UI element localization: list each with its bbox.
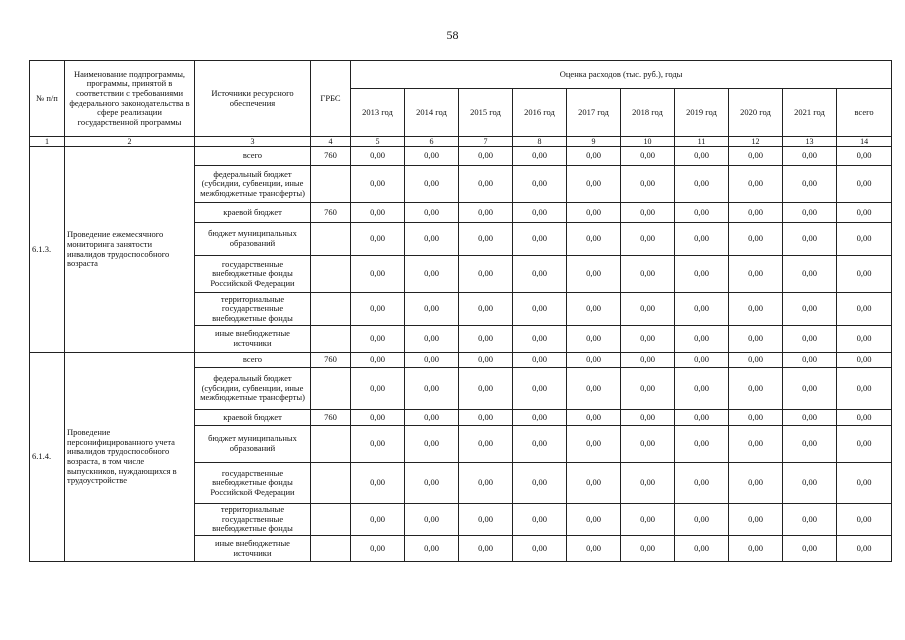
amount-cell: 0,00 xyxy=(837,256,892,293)
header-year: 2013 год xyxy=(351,89,405,137)
amount-cell: 0,00 xyxy=(783,504,837,536)
amount-cell: 0,00 xyxy=(675,410,729,426)
amount-cell: 0,00 xyxy=(567,426,621,463)
amount-cell: 0,00 xyxy=(513,223,567,256)
amount-cell: 0,00 xyxy=(729,203,783,223)
grbs-code xyxy=(311,463,351,504)
amount-cell: 0,00 xyxy=(351,504,405,536)
amount-cell: 0,00 xyxy=(621,256,675,293)
amount-cell: 0,00 xyxy=(837,223,892,256)
header-name: Наименование подпрограммы, программы, принятой в соответствии с требованиями федерального законодательства в сфере реализации государственной программы xyxy=(65,61,195,137)
amount-cell: 0,00 xyxy=(729,147,783,166)
table-row xyxy=(30,353,892,368)
amount-cell: 0,00 xyxy=(405,463,459,504)
grbs-code xyxy=(311,166,351,203)
amount-cell: 0,00 xyxy=(567,410,621,426)
amount-cell: 0,00 xyxy=(513,504,567,536)
amount-cell: 0,00 xyxy=(675,504,729,536)
header-year: 2021 год xyxy=(783,89,837,137)
amount-cell: 0,00 xyxy=(459,256,513,293)
grbs-code xyxy=(311,504,351,536)
column-index: 6 xyxy=(405,137,459,147)
amount-cell: 0,00 xyxy=(675,536,729,562)
amount-cell: 0,00 xyxy=(459,147,513,166)
funding-source: иные внебюджетные источники xyxy=(195,326,311,353)
amount-cell: 0,00 xyxy=(729,293,783,326)
funding-source: всего xyxy=(195,353,311,368)
amount-cell: 0,00 xyxy=(729,256,783,293)
amount-cell: 0,00 xyxy=(729,463,783,504)
item-code: 6.1.3. xyxy=(30,147,65,353)
header-year: 2020 год xyxy=(729,89,783,137)
amount-cell: 0,00 xyxy=(621,536,675,562)
amount-cell: 0,00 xyxy=(351,368,405,410)
amount-cell: 0,00 xyxy=(729,326,783,353)
amount-cell: 0,00 xyxy=(405,353,459,368)
amount-cell: 0,00 xyxy=(405,293,459,326)
amount-cell: 0,00 xyxy=(783,256,837,293)
amount-cell: 0,00 xyxy=(621,293,675,326)
item-name: Проведение ежемесячного мониторинга занятости инвалидов трудоспособного возраста xyxy=(65,147,195,353)
funding-source: федеральный бюджет (субсидии, субвенции, иные межбюджетные трансферты) xyxy=(195,166,311,203)
amount-cell: 0,00 xyxy=(783,203,837,223)
header-year: 2014 год xyxy=(405,89,459,137)
amount-cell: 0,00 xyxy=(351,536,405,562)
amount-cell: 0,00 xyxy=(837,203,892,223)
amount-cell: 0,00 xyxy=(675,256,729,293)
amount-cell: 0,00 xyxy=(621,504,675,536)
column-index: 8 xyxy=(513,137,567,147)
amount-cell: 0,00 xyxy=(459,203,513,223)
amount-cell: 0,00 xyxy=(405,147,459,166)
amount-cell: 0,00 xyxy=(567,353,621,368)
amount-cell: 0,00 xyxy=(351,410,405,426)
amount-cell: 0,00 xyxy=(729,368,783,410)
amount-cell: 0,00 xyxy=(837,368,892,410)
amount-cell: 0,00 xyxy=(567,326,621,353)
amount-cell: 0,00 xyxy=(351,353,405,368)
amount-cell: 0,00 xyxy=(729,223,783,256)
page-number: 58 xyxy=(446,28,459,42)
amount-cell: 0,00 xyxy=(351,203,405,223)
amount-cell: 0,00 xyxy=(351,256,405,293)
amount-cell: 0,00 xyxy=(459,463,513,504)
amount-cell: 0,00 xyxy=(837,410,892,426)
amount-cell: 0,00 xyxy=(513,353,567,368)
header-grbs: ГРБС xyxy=(311,61,351,137)
amount-cell: 0,00 xyxy=(513,256,567,293)
column-index: 7 xyxy=(459,137,513,147)
grbs-code: 760 xyxy=(311,410,351,426)
amount-cell: 0,00 xyxy=(621,166,675,203)
amount-cell: 0,00 xyxy=(459,426,513,463)
amount-cell: 0,00 xyxy=(567,368,621,410)
column-index: 14 xyxy=(837,137,892,147)
column-index: 3 xyxy=(195,137,311,147)
amount-cell: 0,00 xyxy=(729,426,783,463)
amount-cell: 0,00 xyxy=(459,166,513,203)
amount-cell: 0,00 xyxy=(513,203,567,223)
funding-source: бюджет муниципальных образований xyxy=(195,426,311,463)
header-year: 2018 год xyxy=(621,89,675,137)
funding-source: государственные внебюджетные фонды Российской Федерации xyxy=(195,256,311,293)
amount-cell: 0,00 xyxy=(513,368,567,410)
amount-cell: 0,00 xyxy=(783,536,837,562)
amount-cell: 0,00 xyxy=(567,463,621,504)
amount-cell: 0,00 xyxy=(837,426,892,463)
amount-cell: 0,00 xyxy=(729,166,783,203)
grbs-code xyxy=(311,293,351,326)
amount-cell: 0,00 xyxy=(837,504,892,536)
amount-cell: 0,00 xyxy=(459,410,513,426)
amount-cell: 0,00 xyxy=(837,353,892,368)
amount-cell: 0,00 xyxy=(405,223,459,256)
amount-cell: 0,00 xyxy=(351,326,405,353)
amount-cell: 0,00 xyxy=(783,463,837,504)
amount-cell: 0,00 xyxy=(513,410,567,426)
amount-cell: 0,00 xyxy=(405,326,459,353)
amount-cell: 0,00 xyxy=(405,166,459,203)
amount-cell: 0,00 xyxy=(459,326,513,353)
amount-cell: 0,00 xyxy=(621,410,675,426)
column-index: 12 xyxy=(729,137,783,147)
expenses-table xyxy=(29,60,892,562)
column-index: 5 xyxy=(351,137,405,147)
grbs-code: 760 xyxy=(311,147,351,166)
header-year: 2017 год xyxy=(567,89,621,137)
amount-cell: 0,00 xyxy=(459,368,513,410)
amount-cell: 0,00 xyxy=(567,504,621,536)
amount-cell: 0,00 xyxy=(621,203,675,223)
amount-cell: 0,00 xyxy=(459,536,513,562)
amount-cell: 0,00 xyxy=(783,426,837,463)
amount-cell: 0,00 xyxy=(783,353,837,368)
header-year: всего xyxy=(837,89,892,137)
amount-cell: 0,00 xyxy=(621,368,675,410)
funding-source: государственные внебюджетные фонды Российской Федерации xyxy=(195,463,311,504)
amount-cell: 0,00 xyxy=(621,463,675,504)
funding-source: федеральный бюджет (субсидии, субвенции, иные межбюджетные трансферты) xyxy=(195,368,311,410)
amount-cell: 0,00 xyxy=(783,147,837,166)
amount-cell: 0,00 xyxy=(351,426,405,463)
header-num: № п/п xyxy=(30,61,65,137)
amount-cell: 0,00 xyxy=(621,147,675,166)
amount-cell: 0,00 xyxy=(405,426,459,463)
funding-source: краевой бюджет xyxy=(195,203,311,223)
amount-cell: 0,00 xyxy=(405,203,459,223)
amount-cell: 0,00 xyxy=(567,536,621,562)
column-index: 9 xyxy=(567,137,621,147)
funding-source: иные внебюджетные источники xyxy=(195,536,311,562)
funding-source: бюджет муниципальных образований xyxy=(195,223,311,256)
amount-cell: 0,00 xyxy=(513,147,567,166)
amount-cell: 0,00 xyxy=(783,368,837,410)
amount-cell: 0,00 xyxy=(675,223,729,256)
grbs-code xyxy=(311,223,351,256)
column-index: 2 xyxy=(65,137,195,147)
amount-cell: 0,00 xyxy=(729,353,783,368)
amount-cell: 0,00 xyxy=(783,293,837,326)
amount-cell: 0,00 xyxy=(567,166,621,203)
amount-cell: 0,00 xyxy=(621,426,675,463)
amount-cell: 0,00 xyxy=(675,293,729,326)
amount-cell: 0,00 xyxy=(567,223,621,256)
amount-cell: 0,00 xyxy=(351,293,405,326)
amount-cell: 0,00 xyxy=(783,410,837,426)
amount-cell: 0,00 xyxy=(405,504,459,536)
header-year: 2015 год xyxy=(459,89,513,137)
amount-cell: 0,00 xyxy=(837,463,892,504)
amount-cell: 0,00 xyxy=(837,536,892,562)
amount-cell: 0,00 xyxy=(513,536,567,562)
amount-cell: 0,00 xyxy=(729,504,783,536)
grbs-code: 760 xyxy=(311,353,351,368)
amount-cell: 0,00 xyxy=(513,426,567,463)
amount-cell: 0,00 xyxy=(621,353,675,368)
item-name: Проведение персонифицированного учета инвалидов трудоспособного возраста, в том числе выпускников, нуждающихся в трудоустройстве xyxy=(65,353,195,562)
amount-cell: 0,00 xyxy=(675,166,729,203)
amount-cell: 0,00 xyxy=(783,326,837,353)
amount-cell: 0,00 xyxy=(405,536,459,562)
amount-cell: 0,00 xyxy=(783,166,837,203)
amount-cell: 0,00 xyxy=(567,203,621,223)
funding-source: всего xyxy=(195,147,311,166)
grbs-code xyxy=(311,426,351,463)
amount-cell: 0,00 xyxy=(513,166,567,203)
amount-cell: 0,00 xyxy=(513,326,567,353)
amount-cell: 0,00 xyxy=(567,293,621,326)
header-year: 2019 год xyxy=(675,89,729,137)
amount-cell: 0,00 xyxy=(459,353,513,368)
amount-cell: 0,00 xyxy=(837,293,892,326)
header-sources: Источники ресурсного обеспечения xyxy=(195,61,311,137)
funding-source: территориальные государственные внебюджетные фонды xyxy=(195,504,311,536)
amount-cell: 0,00 xyxy=(837,166,892,203)
grbs-code xyxy=(311,368,351,410)
amount-cell: 0,00 xyxy=(405,410,459,426)
amount-cell: 0,00 xyxy=(351,147,405,166)
amount-cell: 0,00 xyxy=(351,463,405,504)
amount-cell: 0,00 xyxy=(675,463,729,504)
amount-cell: 0,00 xyxy=(675,326,729,353)
grbs-code xyxy=(311,256,351,293)
column-index: 10 xyxy=(621,137,675,147)
amount-cell: 0,00 xyxy=(405,368,459,410)
amount-cell: 0,00 xyxy=(837,147,892,166)
amount-cell: 0,00 xyxy=(567,256,621,293)
amount-cell: 0,00 xyxy=(459,293,513,326)
amount-cell: 0,00 xyxy=(405,256,459,293)
amount-cell: 0,00 xyxy=(351,223,405,256)
amount-cell: 0,00 xyxy=(783,223,837,256)
amount-cell: 0,00 xyxy=(459,504,513,536)
amount-cell: 0,00 xyxy=(513,463,567,504)
amount-cell: 0,00 xyxy=(675,368,729,410)
amount-cell: 0,00 xyxy=(675,426,729,463)
amount-cell: 0,00 xyxy=(729,410,783,426)
column-index: 1 xyxy=(30,137,65,147)
amount-cell: 0,00 xyxy=(351,166,405,203)
amount-cell: 0,00 xyxy=(729,536,783,562)
column-index: 13 xyxy=(783,137,837,147)
column-index: 4 xyxy=(311,137,351,147)
amount-cell: 0,00 xyxy=(675,353,729,368)
header-estimate: Оценка расходов (тыс. руб.), годы xyxy=(351,61,892,89)
grbs-code xyxy=(311,536,351,562)
grbs-code: 760 xyxy=(311,203,351,223)
funding-source: территориальные государственные внебюджетные фонды xyxy=(195,293,311,326)
column-index: 11 xyxy=(675,137,729,147)
table-row xyxy=(30,147,892,166)
amount-cell: 0,00 xyxy=(621,326,675,353)
amount-cell: 0,00 xyxy=(675,203,729,223)
funding-source: краевой бюджет xyxy=(195,410,311,426)
amount-cell: 0,00 xyxy=(675,147,729,166)
amount-cell: 0,00 xyxy=(567,147,621,166)
amount-cell: 0,00 xyxy=(459,223,513,256)
amount-cell: 0,00 xyxy=(513,293,567,326)
amount-cell: 0,00 xyxy=(621,223,675,256)
grbs-code xyxy=(311,326,351,353)
item-code: 6.1.4. xyxy=(30,353,65,562)
header-year: 2016 год xyxy=(513,89,567,137)
amount-cell: 0,00 xyxy=(837,326,892,353)
